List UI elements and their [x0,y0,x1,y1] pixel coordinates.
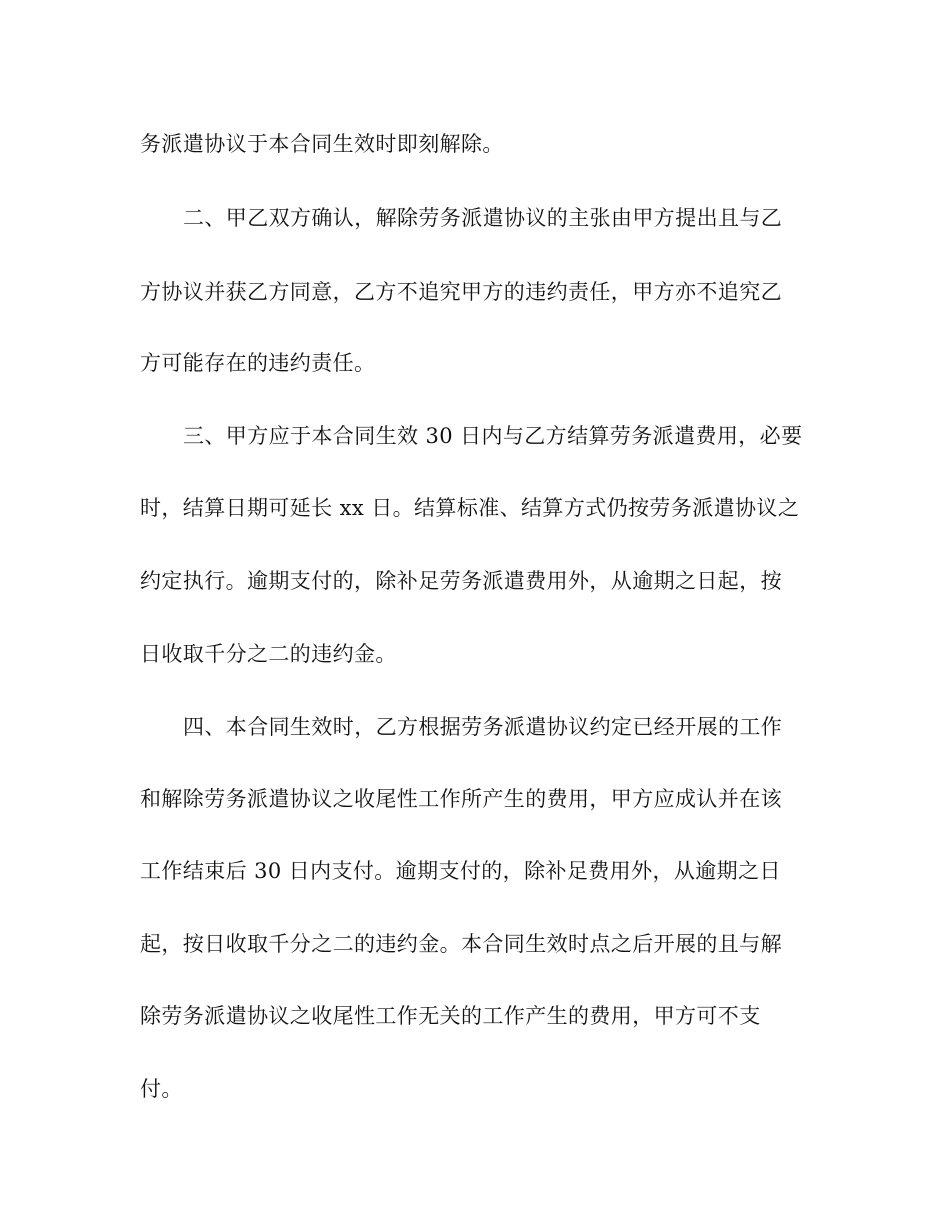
text-line: 约定执行。逾期支付的，除补足劳务派遣费用外，从逾期之日起，按 [140,569,782,593]
text-line: 方可能存在的违约责任。 [140,351,376,375]
text-line: 工作结束后 30 日内支付。逾期支付的，除补足费用外，从逾期之日 [140,859,781,883]
text-line: 起，按日收取千分之二的违约金。本合同生效时点之后开展的且与解 [140,932,782,956]
text-line: 除劳务派遣协议之收尾性工作无关的工作产生的费用，甲方可不支 [140,1004,761,1028]
text-line: 付。 [140,1077,183,1101]
text-line: 方协议并获乙方同意，乙方不追究甲方的违约责任，甲方亦不追究乙 [140,280,782,304]
paragraph-3-line: 三、甲方应于本合同生效 30 日内与乙方结算劳务派遣费用，必要 [183,424,803,448]
text-line: 时，结算日期可延长 xx 日。结算标准、结算方式仍按劳务派遣协议之 [140,496,800,520]
paragraph-2-line: 二、甲乙双方确认，解除劳务派遣协议的主张由甲方提出且与乙 [183,206,783,230]
text-line: 日收取千分之二的违约金。 [140,642,397,666]
paragraph-4-line: 四、本合同生效时，乙方根据劳务派遣协议约定已经开展的工作 [183,715,783,739]
text-line: 务派遣协议于本合同生效时即刻解除。 [140,132,504,156]
text-line: 和解除劳务派遣协议之收尾性工作所产生的费用，甲方应成认并在该 [140,787,782,811]
